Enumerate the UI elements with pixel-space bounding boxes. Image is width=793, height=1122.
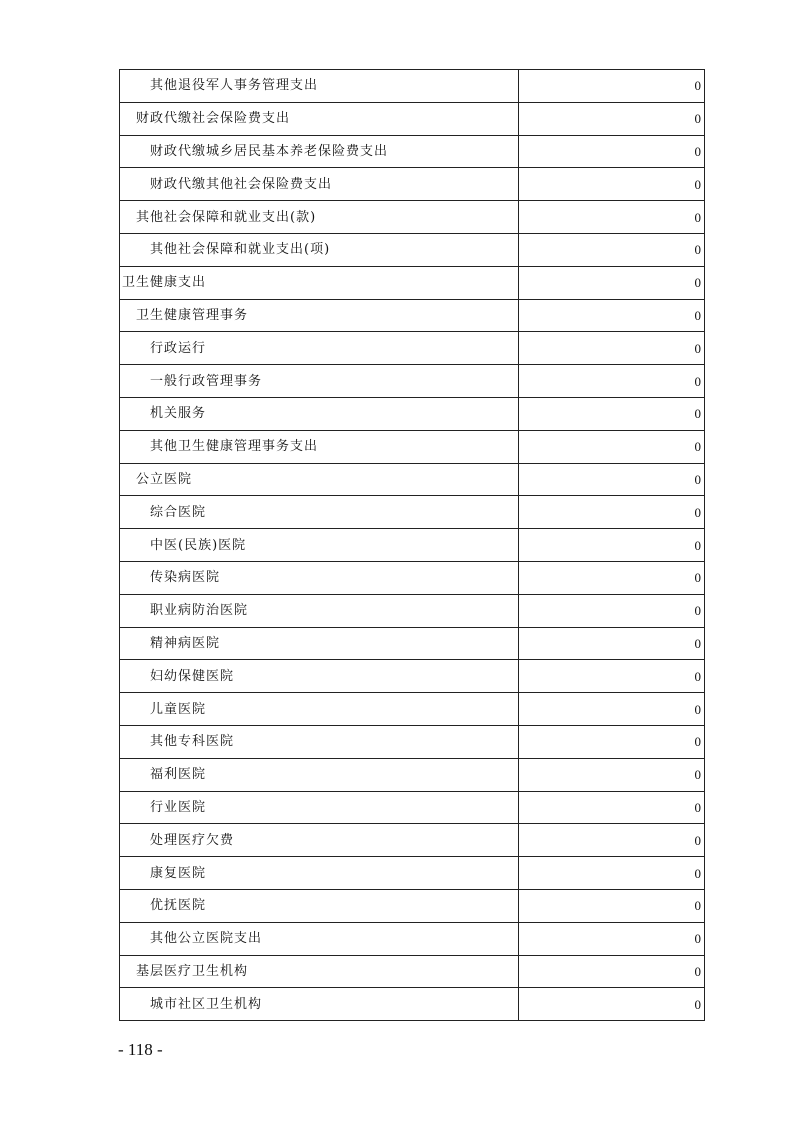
row-label: 城市社区卫生机构 xyxy=(120,988,519,1021)
row-value: 0 xyxy=(519,102,705,135)
table-row xyxy=(120,168,705,201)
table-row xyxy=(120,299,705,332)
row-label: 传染病医院 xyxy=(120,561,519,594)
row-label: 精神病医院 xyxy=(120,627,519,660)
row-value: 0 xyxy=(519,70,705,103)
row-label: 财政代缴城乡居民基本养老保险费支出 xyxy=(120,135,519,168)
row-label: 其他卫生健康管理事务支出 xyxy=(120,430,519,463)
table-row xyxy=(120,955,705,988)
row-value: 0 xyxy=(519,627,705,660)
row-value: 0 xyxy=(519,365,705,398)
table-row xyxy=(120,365,705,398)
table-row xyxy=(120,922,705,955)
table-row xyxy=(120,594,705,627)
row-value: 0 xyxy=(519,332,705,365)
row-value: 0 xyxy=(519,758,705,791)
row-label: 康复医院 xyxy=(120,857,519,890)
table-row xyxy=(120,857,705,890)
row-label: 其他专科医院 xyxy=(120,725,519,758)
row-label: 机关服务 xyxy=(120,397,519,430)
table-row xyxy=(120,889,705,922)
row-value: 0 xyxy=(519,660,705,693)
table-row xyxy=(120,266,705,299)
table-row xyxy=(120,627,705,660)
row-label: 一般行政管理事务 xyxy=(120,365,519,398)
row-value: 0 xyxy=(519,824,705,857)
row-label: 其他社会保障和就业支出(款) xyxy=(120,201,519,234)
table-row xyxy=(120,135,705,168)
row-value: 0 xyxy=(519,561,705,594)
expenditure-table-body xyxy=(120,70,705,1021)
row-value: 0 xyxy=(519,201,705,234)
row-value: 0 xyxy=(519,135,705,168)
table-row xyxy=(120,824,705,857)
table-row xyxy=(120,988,705,1021)
row-label: 卫生健康管理事务 xyxy=(120,299,519,332)
row-label: 基层医疗卫生机构 xyxy=(120,955,519,988)
row-label: 优抚医院 xyxy=(120,889,519,922)
row-label: 其他公立医院支出 xyxy=(120,922,519,955)
table-row xyxy=(120,725,705,758)
row-label: 财政代缴其他社会保险费支出 xyxy=(120,168,519,201)
table-row xyxy=(120,758,705,791)
row-value: 0 xyxy=(519,693,705,726)
table-row xyxy=(120,529,705,562)
row-label: 综合医院 xyxy=(120,496,519,529)
table-row xyxy=(120,430,705,463)
table-row xyxy=(120,332,705,365)
row-value: 0 xyxy=(519,430,705,463)
row-label: 卫生健康支出 xyxy=(120,266,519,299)
row-value: 0 xyxy=(519,725,705,758)
row-value: 0 xyxy=(519,233,705,266)
table-row xyxy=(120,397,705,430)
row-label: 其他退役军人事务管理支出 xyxy=(120,70,519,103)
expenditure-table xyxy=(119,69,705,1021)
row-label: 儿童医院 xyxy=(120,693,519,726)
row-value: 0 xyxy=(519,988,705,1021)
page-number: - 118 - xyxy=(118,1040,163,1059)
row-value: 0 xyxy=(519,594,705,627)
row-label: 中医(民族)医院 xyxy=(120,529,519,562)
table-row xyxy=(120,233,705,266)
row-value: 0 xyxy=(519,168,705,201)
table-row xyxy=(120,496,705,529)
row-label: 福利医院 xyxy=(120,758,519,791)
table-row xyxy=(120,102,705,135)
row-label: 行业医院 xyxy=(120,791,519,824)
row-label: 公立医院 xyxy=(120,463,519,496)
table-row xyxy=(120,70,705,103)
row-value: 0 xyxy=(519,397,705,430)
row-value: 0 xyxy=(519,463,705,496)
table-row xyxy=(120,201,705,234)
row-value: 0 xyxy=(519,299,705,332)
table-row xyxy=(120,791,705,824)
table-row xyxy=(120,660,705,693)
row-label: 其他社会保障和就业支出(项) xyxy=(120,233,519,266)
row-label: 职业病防治医院 xyxy=(120,594,519,627)
row-label: 妇幼保健医院 xyxy=(120,660,519,693)
row-value: 0 xyxy=(519,889,705,922)
row-value: 0 xyxy=(519,955,705,988)
row-value: 0 xyxy=(519,791,705,824)
table-row xyxy=(120,561,705,594)
row-value: 0 xyxy=(519,529,705,562)
row-label: 行政运行 xyxy=(120,332,519,365)
row-value: 0 xyxy=(519,857,705,890)
row-value: 0 xyxy=(519,922,705,955)
row-value: 0 xyxy=(519,496,705,529)
table-row xyxy=(120,693,705,726)
table-row xyxy=(120,463,705,496)
row-label: 财政代缴社会保险费支出 xyxy=(120,102,519,135)
row-label: 处理医疗欠费 xyxy=(120,824,519,857)
row-value: 0 xyxy=(519,266,705,299)
